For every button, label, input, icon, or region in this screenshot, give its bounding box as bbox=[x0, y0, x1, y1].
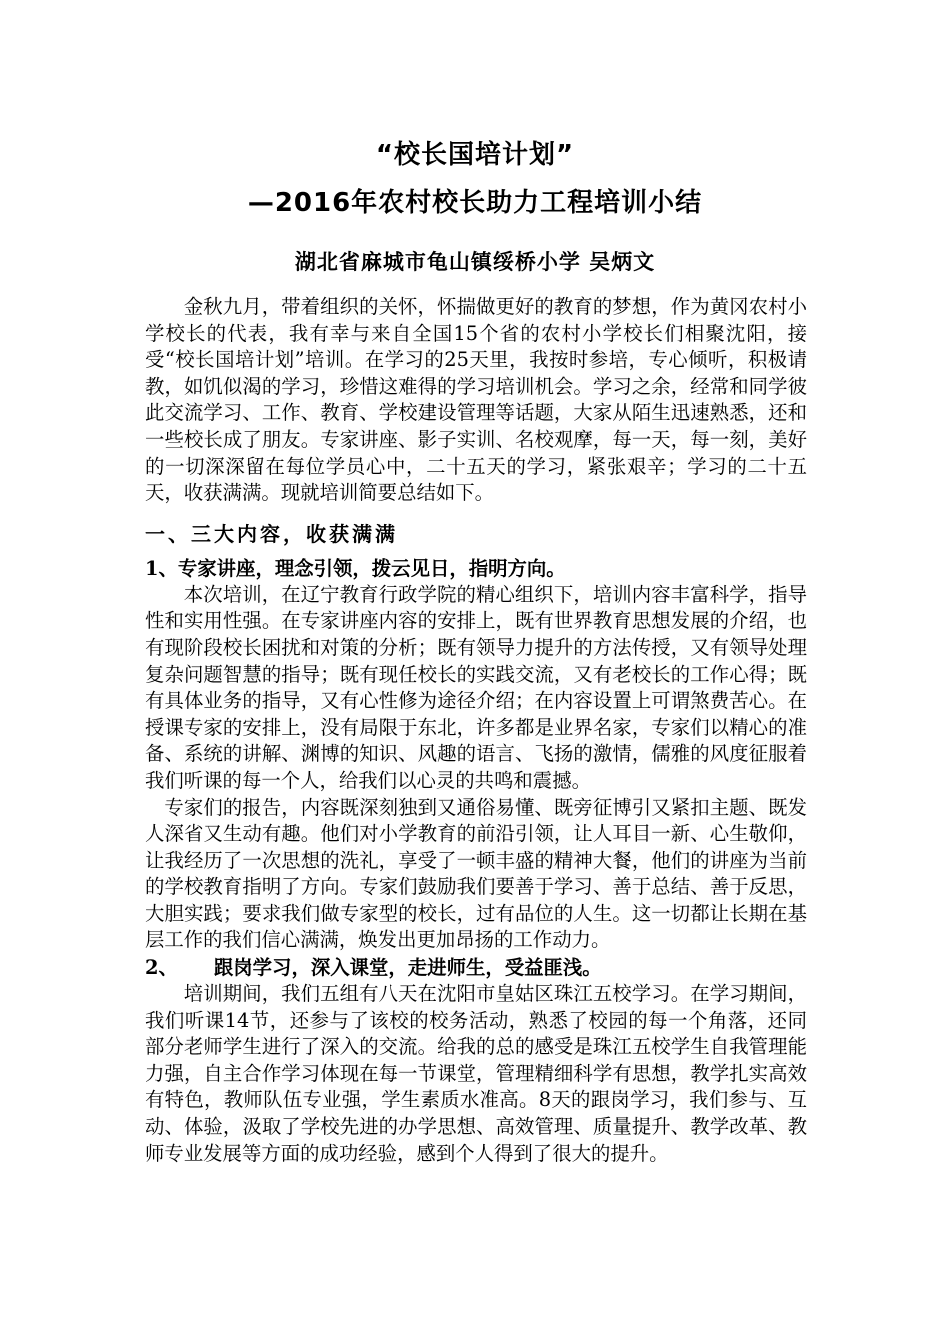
intro-paragraph: 金秋九月，带着组织的关怀，怀揣做更好的教育的梦想，作为黄冈农村小学校长的代表，我有幸与来自全国15个省的农村小学校长们相聚沈阳，接受“校长国培计划”培训。在学习的25天里，我按时参培，专心倾听，积极请教，如饥似渴的学习，珍惜这难得的学习培训机会。学习之余，经常和同学彼此交流学习、工作、教育、学校建设管理等话题，大家从陌生迅速熟悉，还和一些校长成了朋友。专家讲座、影子实训、名校观摩，每一天，每一刻，美好的一切深深留在每位学员心中，二十五天的学习，紧张艰辛；学习的二十五天，收获满满。现就培训简要总结如下。 bbox=[145, 295, 807, 505]
subsection-heading bbox=[145, 954, 807, 981]
body-paragraph: 本次培训，在辽宁教育行政学院的精心组织下，培训内容丰富科学，指导性和实用性强。在专家讲座内容的安排上，既有世界教育思想发展的介绍，也有现阶段校长困扰和对策的分析；既有领导力提升的方法传授，又有领导处理复杂问题智慧的指导；既有现任校长的实践交流，又有老校长的工作心得；既有具体业务的指导，又有心性修为途径介绍；在内容设置上可谓煞费苦心。在授课专家的安排上，没有局限于东北，许多都是业界名家，专家们以精心的准备、系统的讲解、渊博的知识、风趣的语言、飞扬的激情，儒雅的风度征服着我们听课的每一个人，给我们以心灵的共鸣和震撼。 bbox=[145, 582, 807, 792]
subsection-number: 2、 bbox=[145, 956, 178, 980]
body-paragraph: 专家们的报告，内容既深刻独到又通俗易懂、既旁征博引又紧扣主题、既发人深省又生动有趣。他们对小学教育的前沿引领，让人耳目一新、心生敬仰，让我经历了一次思想的洗礼，享受了一顿丰盛的精神大餐，他们的讲座为当前的学校教育指明了方向。专家们鼓励我们要善于学习、善于总结、善于反思，大胆实践；要求我们做专家型的校长，过有品位的人生。这一切都让长期在基层工作的我们信心满满，焕发出更加昂扬的工作动力。 bbox=[145, 795, 807, 952]
document-title: “校长国培计划” bbox=[375, 140, 575, 170]
document-subtitle: —2016年农村校长助力工程培训小结 bbox=[247, 188, 703, 218]
subsection-heading: 1、专家讲座，理念引领，拨云见日，指明方向。 bbox=[145, 556, 566, 580]
subsection-title: 跟岗学习，深入课堂，走进师生，受益匪浅。 bbox=[213, 956, 602, 980]
section-heading: 一、三大内容，收获满满 bbox=[145, 521, 398, 546]
author-line: 湖北省麻城市龟山镇绥桥小学 吴炳文 bbox=[294, 250, 656, 274]
document-body bbox=[145, 294, 807, 1167]
body-paragraph: 培训期间，我们五组有八天在沈阳市皇姑区珠江五校学习。在学习期间，我们听课14节，还参与了该校的校务活动，熟悉了校园的每一个角落，还同部分老师学生进行了深入的交流。给我的总的感受是珠江五校学生自我管理能力强，自主合作学习体现在每一节课堂，管理精细科学有思想，教学扎实高效有特色，教师队伍专业强，学生素质水准高。8天的跟岗学习，我们参与、互动、体验，汲取了学校先进的办学思想、高效管理、质量提升、教学改革、教师专业发展等方面的成功经验，感到个人得到了很大的提升。 bbox=[145, 982, 807, 1165]
